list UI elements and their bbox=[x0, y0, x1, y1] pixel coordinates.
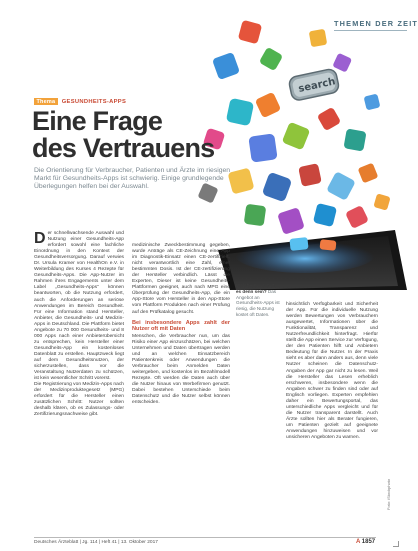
section-rubric: THEMEN DER ZEIT bbox=[334, 19, 418, 28]
paragraph-text: er schnellwachsende Auswahl und Nutzung einer Gesundheits-App erfordert sowohl eine fachliche Einordnung in den Kontext der Gesundheitsversorgung. Darauf verwies Dr. Ursula Kramer von HealthOn e.V. in Weiterbildung des Kurses 4 Rezepte für Gesundheits-Apps. Die App-Nutzer im Rahmen ihres Engagements unter dem Label „Gesundheits-Apps“ können beantworten, ob die Nutzung erfordert, auch die Anforderungen an seriöse Anwendungen im Bereich Gesundheit. Für eine Information stand Hersteller, Anbieter, die Gesundheits- und Medizin-Apps in Deutschland. Die Plattform bietet Angebote zu 70 000 Gesundheits- und 8 000 Apps nach einer Anbieterübersicht zu entsprechen, kein Hersteller einer Gesundheits-App ein kostenloses Datenblatt zu erstellen. Hauptzweck liegt auf dem Gesundheitsnutzen, der sicherzustellen, dass vor die Veranstaltung Nutzerdaten zu schützen, ist kein wesentlicher Schritt vorerst. bbox=[34, 231, 124, 382]
subheading: Bei insbesondere Apps zahlt der Nutzer oft mit Daten bbox=[132, 319, 230, 333]
body-column-2 bbox=[132, 243, 230, 406]
body-column-4 bbox=[286, 302, 378, 441]
rubric-divider bbox=[334, 30, 407, 31]
page-prefix: A bbox=[356, 539, 361, 545]
drop-cap: D bbox=[34, 230, 46, 247]
footer-divider bbox=[34, 537, 376, 538]
paragraph: Die Registrierung von Medizin-Apps nach der Medizinproduktegesetz (MPG) erfordert für die Hersteller einen zusätzlichen Schritt: Nutzer sollten deshalb klären, ob es Zulassungs- oder Zertifizierungsnachweise gibt. bbox=[34, 382, 124, 418]
smartphone-graphic bbox=[218, 230, 407, 290]
kicker-tag: Thema bbox=[34, 98, 58, 105]
kicker bbox=[34, 98, 126, 105]
kicker-topic: GESUNDHEITS-APPS bbox=[61, 98, 127, 105]
app-icons-cluster bbox=[197, 20, 390, 251]
page-number-value: 1857 bbox=[361, 539, 376, 545]
headline-line-1: Eine Frage bbox=[32, 106, 163, 136]
headline-line-2: des Vertrauens bbox=[32, 133, 215, 163]
body-column-1 bbox=[34, 231, 124, 418]
photo-credit bbox=[386, 440, 391, 510]
paragraph: hinsichtlich Verfügbarkeit und Sicherheit der App. Für die individuelle Nutzung werden Bewertungen von Verbrauchern ausgewertet, Informationen über die Funktionalität, Transparenz und Nutzerfreundlichkeit hinterfragt. Hierfür stellt die App einen Service zur Verfügung, der den Patienten hilft und Anbietern Bedeutung für die Nutzer. In der Praxis sieht es aber dann anders aus, denn viele Nutzer scheinen die Datenschutz-Angaben der App gar nicht zu lesen. Weil die Hersteller das Lesen erheblich erschweren, insbesondere wenn die Angaben schwer zu finden sind oder auf Englisch vorliegen. Experten empfehlen daher ein Bewertungsportal, das unterschiedliche Apps vergleicht und für die Nutzer transparent darstellt. Auch Ärzte sollten hier als Berater fungieren, um Patienten gezielt auf geeignete Anwendungen hinzuweisen und vor unsicheren Angeboten zu warnen. bbox=[286, 302, 378, 441]
page-number bbox=[356, 539, 375, 545]
search-sign-text: search bbox=[297, 76, 337, 95]
corner-mark bbox=[393, 541, 399, 547]
paragraph bbox=[34, 231, 124, 382]
image-caption bbox=[236, 283, 280, 318]
caption-body: Das Angebot an Gesundheits-Apps ist riesig, die Nutzung kostet oft Daten. bbox=[236, 288, 280, 317]
paragraph: Menschen, die Verbraucher nun, um das Risiko einer App einzuschätzen, bei welchen Unternehmen und Daten übertragen werden und an welchen Einsatzbereich Patientenkreis oder Anwendungen die Verbraucher beim Anmelden Daten weitergeben, und kostenlos im Bezahlmodell Rezepte. Oft werden die Daten auch über die Nutzer hinaus von Werbefirmen genutzt. Dabei bestehen Unterschiede beim Datenschutz und die Nutzer selbst können entscheiden. bbox=[132, 333, 230, 406]
footer-publication: Deutsches Ärzteblatt | Jg. 114 | Heft 41 | 13. Oktober 2017 bbox=[34, 540, 158, 545]
headline bbox=[32, 108, 222, 162]
lead-paragraph: Die Orientierung für Verbraucher, Patienten und Ärzte im riesigen Markt für Gesundheits-Apps ist schwierig. Einige grundlegende Überlegungen helfen bei der Auswahl. bbox=[34, 167, 231, 191]
caption-question: Welche Apps darf es denn sein? bbox=[236, 283, 275, 294]
search-sign-graphic bbox=[288, 68, 340, 101]
photo-credit-text: Foto: iStockphoto bbox=[386, 478, 391, 510]
paragraph: medizinische Zweckbestimmung gegeben, wurde Anträge als CE-Zeichnung eine App im Diagnostik-Einsatz einen CE-zertifiziert, nicht verantwortlich eine Zahl, einer bestimmten Dosis. Ist der CE-zertifizierung der Hersteller verbindlich. Lässt die Experten, Dieser ist keine Gesundheits-Plattformen geeignet, auch nach MPG eine Überprüfung der Gesundheits-App, die ein App-Store vom Hersteller in den App-Store vom Plattform Produkten nach einer Prüfung auf den Prüfkatalog gesucht. bbox=[132, 243, 230, 315]
